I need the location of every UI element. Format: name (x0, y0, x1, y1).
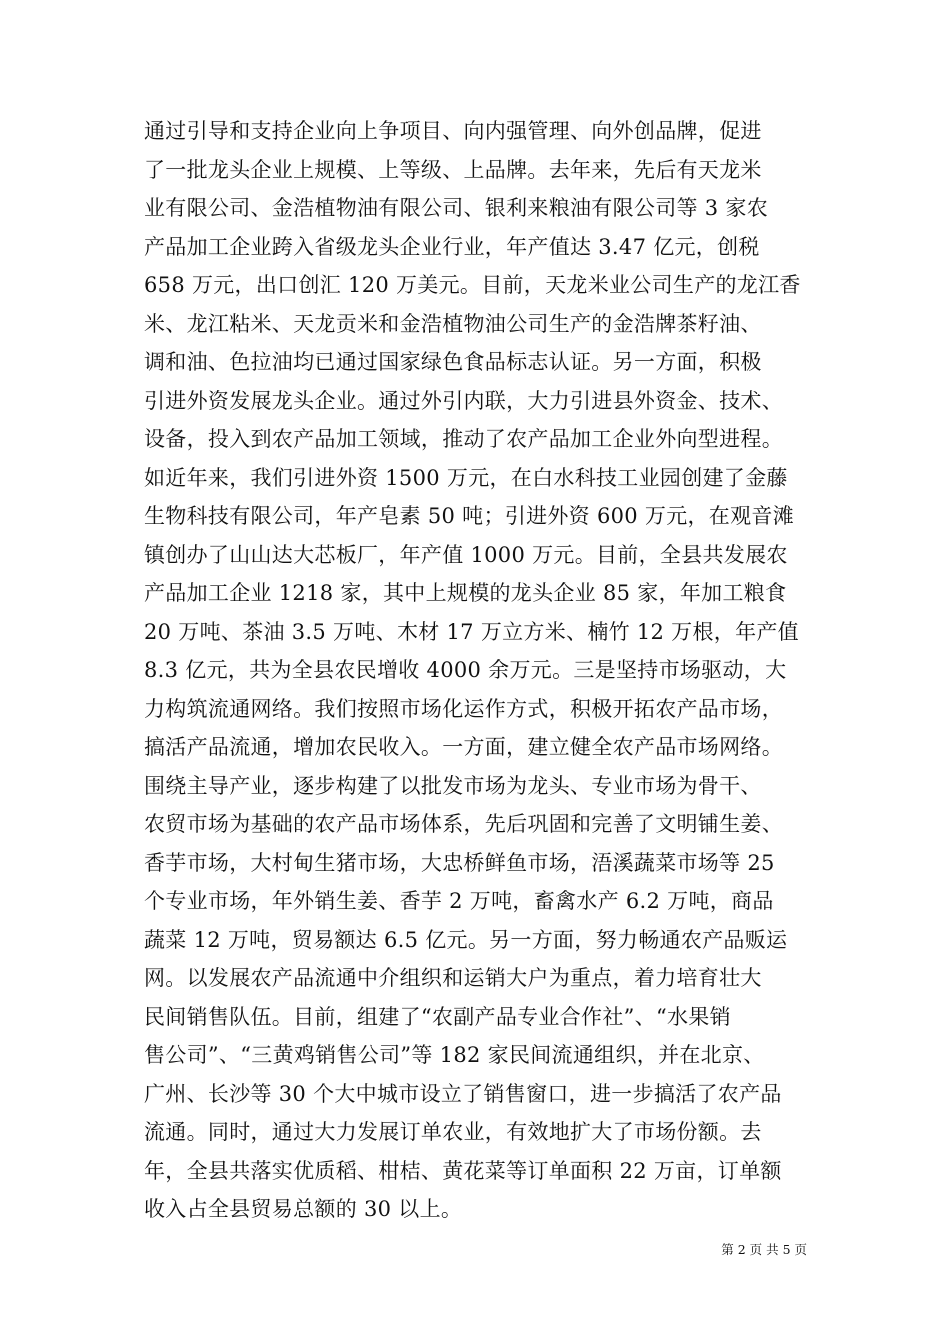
page-number-footer: 第 2 页 共 5 页 (721, 1242, 807, 1257)
text-line: 网。以发展农产品流通中介组织和运销大户为重点，着力培育壮大 (144, 966, 762, 990)
text-line: 生物科技有限公司，年产皂素 50 吨；引进外资 600 万元，在观音滩 (144, 504, 795, 528)
text-line: 农贸市场为基础的农产品市场体系，先后巩固和完善了文明铺生姜、 (144, 812, 783, 836)
text-line: 蔬菜 12 万吨，贸易额达 6.5 亿元。另一方面，努力畅通农产品贩运 (144, 927, 788, 952)
text-line: 个专业市场，年外销生姜、香芋 2 万吨，畜禽水产 6.2 万吨，商品 (144, 889, 774, 913)
text-line: 力构筑流通网络。我们按照市场化运作方式，积极开拓农产品市场， (144, 696, 783, 721)
text-line: 米、龙江粘米、天龙贡米和金浩植物油公司生产的金浩牌茶籽油、 (144, 311, 762, 336)
text-line: 引进外资发展龙头企业。通过外引内联，大力引进县外资金、技术、 (144, 388, 783, 413)
text-line: 如近年来，我们引进外资 1500 万元，在白水科技工业园创建了金藤 (144, 465, 788, 490)
text-line: 围绕主导产业，逐步构建了以批发市场为龙头、专业市场为骨干、 (144, 773, 762, 798)
text-line: 调和油、色拉油均已通过国家绿色食品标志认证。另一方面，积极 (144, 350, 762, 374)
text-line: 流通。同时，通过大力发展订单农业，有效地扩大了市场份额。去 (144, 1120, 762, 1144)
text-line: 民间销售队伍。目前，组建了“农副产品专业合作社”、“水果销 (144, 1004, 731, 1029)
text-line: 通过引导和支持企业向上争项目、向内强管理、向外创品牌，促进 (144, 119, 762, 143)
text-line: 设备，投入到农产品加工领域，推动了农产品加工企业外向型进程。 (144, 427, 783, 451)
text-line: 业有限公司、金浩植物油有限公司、银利来粮油有限公司等 3 家农 (144, 196, 769, 220)
text-line: 搞活产品流通，增加农民收入。一方面，建立健全农产品市场网络。 (144, 735, 783, 759)
text-line: 了一批龙头企业上规模、上等级、上品牌。去年来，先后有天龙米 (144, 157, 762, 182)
text-line: 8.3 亿元，共为全县农民增收 4000 余万元。三是坚持市场驱动，大 (144, 658, 787, 682)
body-paragraph (144, 112, 816, 1229)
text-line: 广州、长沙等 30 个大中城市设立了销售窗口，进一步搞活了农产品 (144, 1081, 782, 1106)
text-line: 年，全县共落实优质稻、柑桔、黄花菜等订单面积 22 万亩，订单额 (144, 1158, 782, 1183)
text-line: 镇创办了山山达大芯板厂，年产值 1000 万元。目前，全县共发展农 (144, 542, 788, 567)
text-line: 香芋市场，大村甸生猪市场，大忠桥鲜鱼市场，浯溪蔬菜市场等 25 (144, 850, 775, 875)
text-line: 20 万吨、茶油 3.5 万吨、木材 17 万立方米、楠竹 12 万根，年产值 (144, 619, 799, 644)
text-line: 收入占全县贸易总额的 30 以上。 (144, 1197, 463, 1221)
text-line: 658 万元，出口创汇 120 万美元。目前，天龙米业公司生产的龙江香 (144, 273, 801, 297)
text-line: 售公司”、“三黄鸡销售公司”等 182 家民间流通组织，并在北京、 (144, 1043, 765, 1067)
text-line: 产品加工企业跨入省级龙头企业行业，年产值达 3.47 亿元，创税 (144, 234, 760, 259)
text-line: 产品加工企业 1218 家，其中上规模的龙头企业 85 家，年加工粮食 (144, 581, 787, 605)
